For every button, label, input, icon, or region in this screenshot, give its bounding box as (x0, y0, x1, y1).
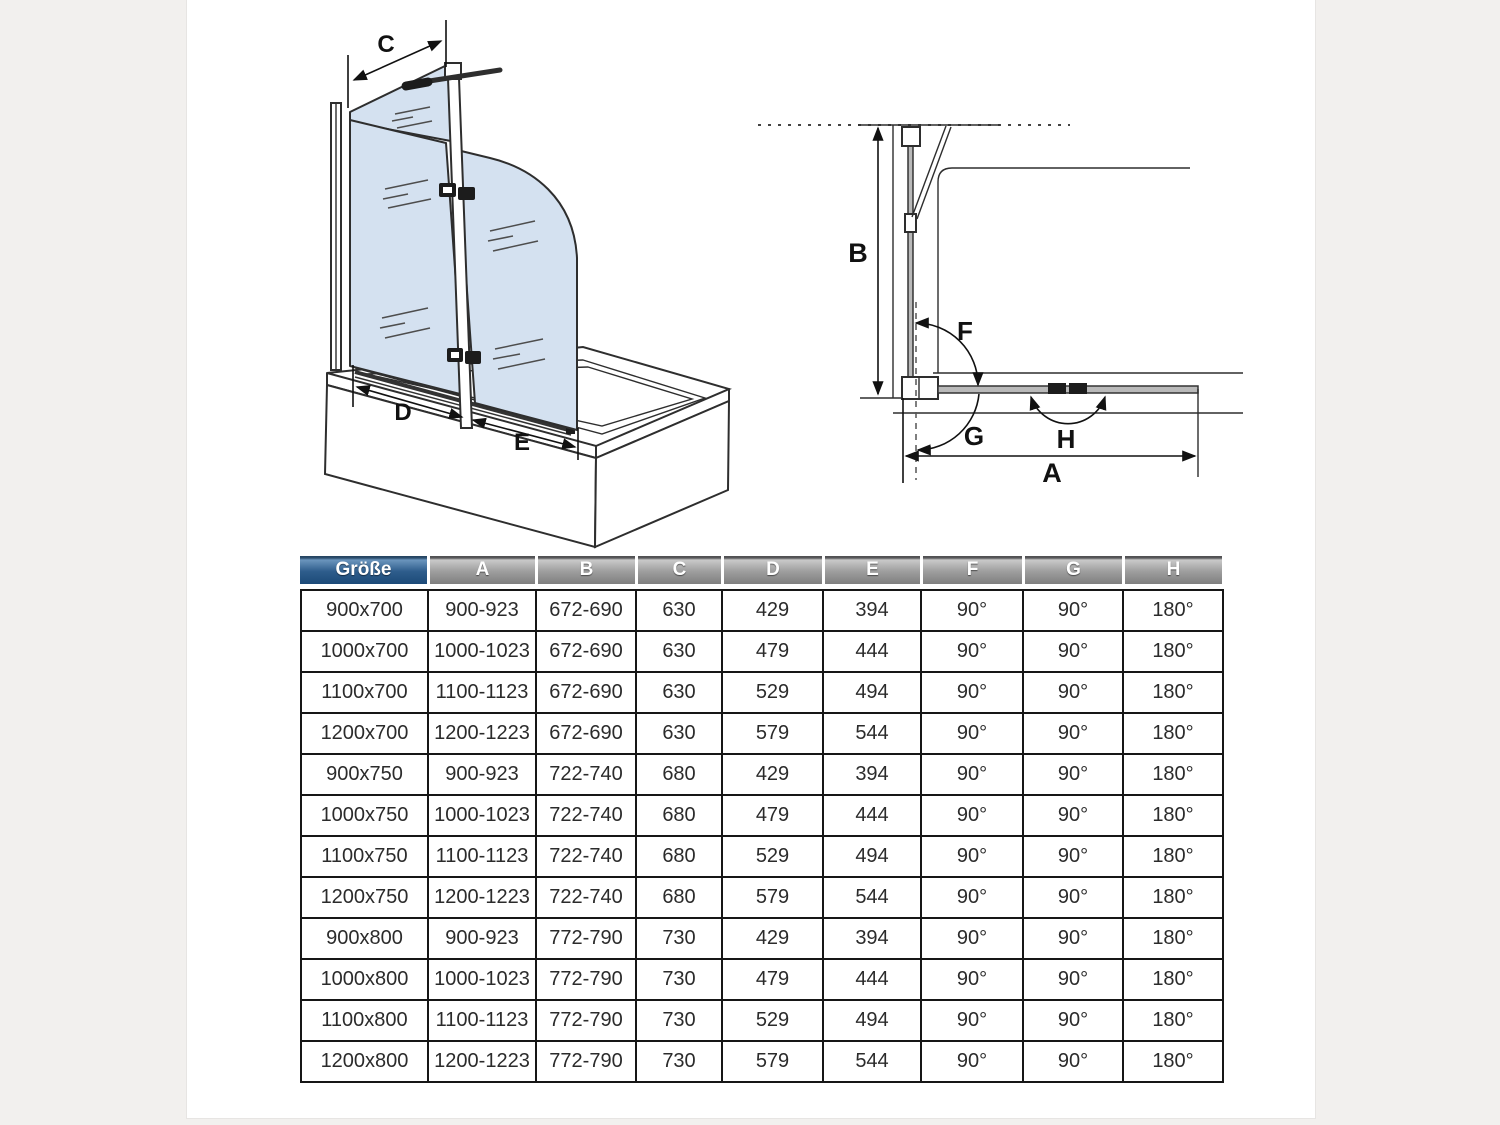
table-cell: 90° (921, 1041, 1023, 1082)
dimension-diagram (750, 100, 1250, 490)
table-cell: 630 (636, 672, 722, 713)
table-cell: 180° (1123, 1041, 1223, 1082)
table-cell: 90° (1023, 672, 1123, 713)
table-cell: 1000-1023 (428, 795, 536, 836)
table-cell: 1100x800 (301, 1000, 428, 1041)
table-cell: 730 (636, 918, 722, 959)
table-cell: 1100x700 (301, 672, 428, 713)
table-cell: 90° (1023, 1041, 1123, 1082)
table-cell: 90° (921, 631, 1023, 672)
table-cell: 579 (722, 713, 823, 754)
label-b: B (848, 238, 868, 268)
table-row (301, 959, 1223, 1000)
table-row (301, 877, 1223, 918)
table-cell: 429 (722, 590, 823, 631)
table-cell: 90° (921, 672, 1023, 713)
size-table (300, 589, 1224, 1083)
table-cell: 1000x800 (301, 959, 428, 1000)
table-cell: 90° (921, 754, 1023, 795)
table-cell: 90° (921, 836, 1023, 877)
table-cell: 630 (636, 631, 722, 672)
column-header: G (1022, 556, 1122, 584)
table-cell: 1100-1123 (428, 1000, 536, 1041)
column-header: D (721, 556, 822, 584)
table-cell: 494 (823, 1000, 921, 1041)
table-cell: 680 (636, 877, 722, 918)
wall-profile (331, 103, 341, 370)
table-cell: 630 (636, 590, 722, 631)
table-cell: 730 (636, 1041, 722, 1082)
table-cell: 529 (722, 1000, 823, 1041)
column-header: A (427, 556, 535, 584)
table-cell: 90° (921, 959, 1023, 1000)
table-cell: 180° (1123, 795, 1223, 836)
column-header: C (635, 556, 721, 584)
screen-upright (902, 126, 951, 378)
table-cell: 90° (921, 795, 1023, 836)
table-cell: 444 (823, 959, 921, 1000)
table-cell: 672-690 (536, 631, 636, 672)
table-cell: 529 (722, 672, 823, 713)
angle-g (918, 394, 984, 451)
table-cell: 1200-1223 (428, 713, 536, 754)
table-cell: 180° (1123, 590, 1223, 631)
table-cell: 180° (1123, 713, 1223, 754)
table-cell: 1100x750 (301, 836, 428, 877)
table-row (301, 836, 1223, 877)
column-header: E (822, 556, 920, 584)
table-cell: 180° (1123, 836, 1223, 877)
table-cell: 772-790 (536, 1041, 636, 1082)
table-cell: 90° (1023, 1000, 1123, 1041)
table-cell: 722-740 (536, 754, 636, 795)
table-cell: 544 (823, 713, 921, 754)
table-cell: 1200x700 (301, 713, 428, 754)
column-header: H (1122, 556, 1222, 584)
table-header-row (300, 556, 1222, 584)
angle-f (916, 316, 978, 385)
table-cell: 90° (921, 713, 1023, 754)
table-cell: 672-690 (536, 672, 636, 713)
table-cell: 444 (823, 795, 921, 836)
table-row (301, 754, 1223, 795)
label-d: D (394, 399, 412, 426)
table-cell: 680 (636, 754, 722, 795)
table-cell: 479 (722, 959, 823, 1000)
table-cell: 900x750 (301, 754, 428, 795)
label-e: E (513, 429, 531, 456)
label-g: G (963, 421, 985, 451)
table-cell: 900-923 (428, 590, 536, 631)
table-row (301, 918, 1223, 959)
table-cell: 672-690 (536, 713, 636, 754)
table-cell: 900-923 (428, 754, 536, 795)
table-cell: 1000x700 (301, 631, 428, 672)
table-cell: 90° (921, 590, 1023, 631)
table-cell: 680 (636, 795, 722, 836)
table-cell: 444 (823, 631, 921, 672)
table-cell: 722-740 (536, 877, 636, 918)
table-cell: 90° (1023, 877, 1123, 918)
table-cell: 180° (1123, 631, 1223, 672)
table-cell: 579 (722, 1041, 823, 1082)
label-c: C (377, 31, 395, 58)
table-cell: 579 (722, 877, 823, 918)
table-cell: 1000-1023 (428, 631, 536, 672)
table-cell: 90° (1023, 713, 1123, 754)
table-cell: 180° (1123, 877, 1223, 918)
table-cell: 429 (722, 918, 823, 959)
table-cell: 544 (823, 877, 921, 918)
table-cell: 90° (1023, 754, 1123, 795)
table-cell: 180° (1123, 1000, 1223, 1041)
table-cell: 722-740 (536, 795, 636, 836)
table-cell: 900x800 (301, 918, 428, 959)
table-cell: 90° (921, 877, 1023, 918)
label-a: A (1042, 458, 1062, 488)
table-cell: 1000x750 (301, 795, 428, 836)
column-header: F (920, 556, 1022, 584)
table-cell: 730 (636, 959, 722, 1000)
label-f: F (957, 316, 973, 346)
table-row (301, 590, 1223, 631)
table-cell: 630 (636, 713, 722, 754)
table-cell: 479 (722, 631, 823, 672)
table-cell: 394 (823, 918, 921, 959)
table-cell: 394 (823, 754, 921, 795)
table-body (301, 590, 1223, 1082)
table-cell: 900x700 (301, 590, 428, 631)
table-cell: 494 (823, 672, 921, 713)
table-cell: 1100-1123 (428, 672, 536, 713)
table-cell: 772-790 (536, 1000, 636, 1041)
label-h: H (1056, 424, 1076, 454)
table-row (301, 713, 1223, 754)
tub-profile (938, 168, 1190, 373)
table-cell: 90° (1023, 836, 1123, 877)
table-cell: 90° (1023, 795, 1123, 836)
table-cell: 394 (823, 590, 921, 631)
table-cell: 772-790 (536, 959, 636, 1000)
table-row (301, 631, 1223, 672)
table-cell: 90° (1023, 631, 1123, 672)
table-cell: 180° (1123, 959, 1223, 1000)
table-cell: 90° (1023, 959, 1123, 1000)
table-cell: 1200-1223 (428, 877, 536, 918)
table-cell: 900-923 (428, 918, 536, 959)
table-cell: 672-690 (536, 590, 636, 631)
table-cell: 479 (722, 795, 823, 836)
table-cell: 680 (636, 836, 722, 877)
table-cell: 730 (636, 1000, 722, 1041)
table-cell: 1000-1023 (428, 959, 536, 1000)
table-row (301, 1041, 1223, 1082)
angle-h (1031, 397, 1105, 454)
table-cell: 494 (823, 836, 921, 877)
table-cell: 1200x800 (301, 1041, 428, 1082)
table-cell: 429 (722, 754, 823, 795)
table-cell: 90° (921, 918, 1023, 959)
table-cell: 529 (722, 836, 823, 877)
table-cell: 722-740 (536, 836, 636, 877)
table-cell: 1200-1223 (428, 1041, 536, 1082)
table-row (301, 795, 1223, 836)
table-cell: 90° (1023, 918, 1123, 959)
table-cell: 90° (921, 1000, 1023, 1041)
table-cell: 1100-1123 (428, 836, 536, 877)
table-cell: 180° (1123, 672, 1223, 713)
column-header: B (535, 556, 635, 584)
table-cell: 772-790 (536, 918, 636, 959)
table-cell: 544 (823, 1041, 921, 1082)
table-cell: 90° (1023, 590, 1123, 631)
table-cell: 1200x750 (301, 877, 428, 918)
table-row (301, 1000, 1223, 1041)
assembly-diagram (300, 8, 780, 556)
dimension-b (848, 128, 878, 394)
table-row (301, 672, 1223, 713)
column-header: Größe (300, 556, 427, 584)
table-cell: 180° (1123, 918, 1223, 959)
table-cell: 180° (1123, 754, 1223, 795)
